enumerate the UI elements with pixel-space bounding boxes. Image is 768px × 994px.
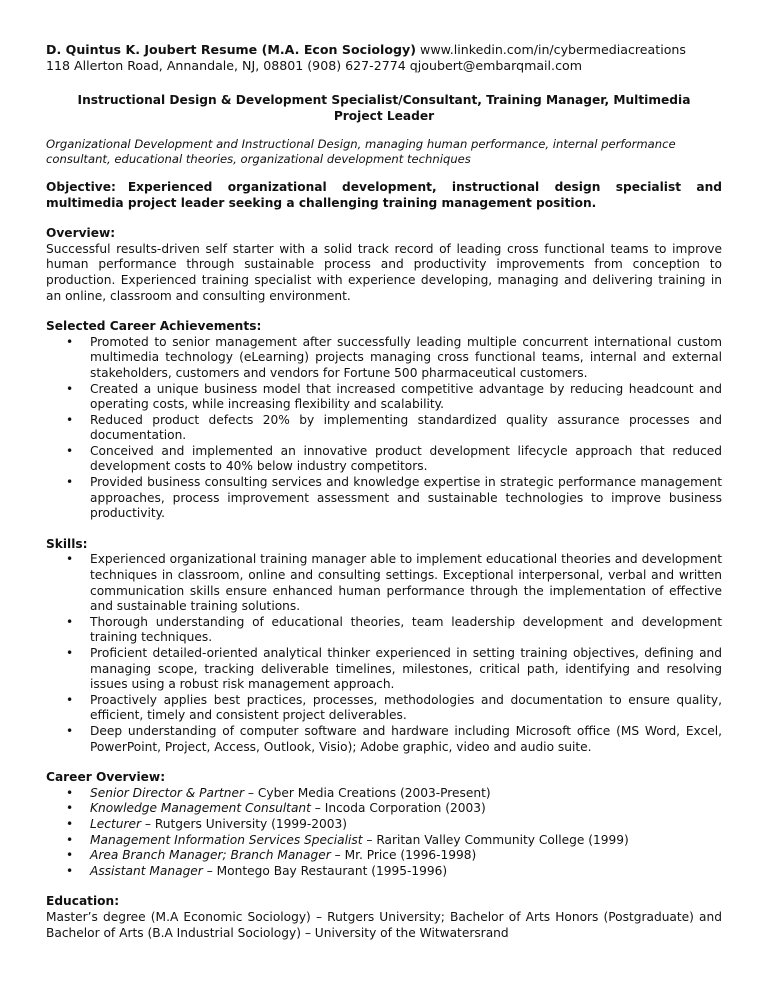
career-detail: – Incoda Corporation (2003) xyxy=(310,801,486,816)
list-item: • Conceived and implemented an innovative product development lifecycle approach that reduced development costs to 40% below industry competitors. xyxy=(46,444,722,475)
list-item: • Reduced product defects 20% by implementing standardized quality assurance processes and documentation. xyxy=(46,413,722,444)
career-role: Senior Director & Partner xyxy=(90,785,245,800)
list-item: • Proactively applies best practices, processes, methodologies and documentation to ensure quality, efficient, timely and consistent project deliverables. xyxy=(46,693,722,724)
resume-title: Instructional Design & Development Specialist/Consultant, Training Manager, Multimedia Project Leader xyxy=(77,93,691,123)
career-role: Management Information Services Specialist xyxy=(90,832,363,847)
objective-label: Objective: xyxy=(46,179,116,194)
career-detail: – Cyber Media Creations (2003-Present) xyxy=(244,785,491,800)
contact-line: 118 Allerton Road, Annandale, NJ, 08801 (908) 627-2774 qjoubert@embarqmail.com xyxy=(46,57,582,73)
skills-heading: Skills: xyxy=(46,536,88,551)
career-list xyxy=(46,786,722,880)
career-detail: – Mr. Price (1996-1998) xyxy=(330,848,477,863)
career-detail: – Raritan Valley Community College (1999) xyxy=(362,832,629,847)
resume-page xyxy=(46,42,722,941)
skills-list xyxy=(46,552,722,755)
list-item xyxy=(46,848,722,864)
list-item xyxy=(46,801,722,817)
overview-text: Successful results-driven self starter with a solid track record of leading cross functional teams to improve human performance through sustainable process and productivity improvements from conception to production. Experienced training specialist with experience developing, managing and delivering training in an online, classroom and consulting environment. xyxy=(46,241,722,303)
list-item: • Promoted to senior management after successfully leading multiple concurrent international custom multimedia technology (eLearning) projects managing cross functional teams, internal and external stakeholders, customers and vendors for Fortune 500 pharmaceutical customers. xyxy=(46,335,722,382)
career-detail: – Montego Bay Restaurant (1995-1996) xyxy=(202,863,448,878)
list-item: • Proficient detailed-oriented analytical thinker experienced in setting training objectives, defining and managing scope, tracking deliverable timelines, milestones, critical path, identifying and resolving issues using a robust risk management approach. xyxy=(46,646,722,693)
education-text: Master’s degree (M.A Economic Sociology) – Rutgers University; Bachelor of Arts Honors (Postgraduate) and Bachelor of Arts (B.A Industrial Sociology) – University of the Witwatersrand xyxy=(46,909,722,940)
list-item: • Provided business consulting services and knowledge expertise in strategic performance management approaches, process improvement assessment and sustainable technologies to improve business productivity. xyxy=(46,475,722,522)
list-item xyxy=(46,786,722,802)
list-item xyxy=(46,864,722,880)
list-item xyxy=(46,833,722,849)
objective-text: Experienced organizational development, instructional design specialist and multimedia project leader seeking a challenging training management position. xyxy=(46,179,722,210)
career-detail: – Rutgers University (1999-2003) xyxy=(141,816,348,831)
resume-subtitle: Organizational Development and Instructional Design, managing human performance, internal performance consultant, educational theories, organizational development techniques xyxy=(46,137,676,167)
overview-heading: Overview: xyxy=(46,226,116,241)
resume-header-line xyxy=(46,42,722,58)
achievements-list xyxy=(46,335,722,522)
career-role: Assistant Manager xyxy=(90,863,203,878)
list-item: • Deep understanding of computer software and hardware including Microsoft office (MS Word, Excel, PowerPoint, Project, Access, Outlook, Visio); Adobe graphic, video and audio suite. xyxy=(46,724,722,755)
education-heading: Education: xyxy=(46,894,120,909)
list-item: • Created a unique business model that increased competitive advantage by reducing headcount and operating costs, while increasing flexibility and scalability. xyxy=(46,382,722,413)
career-role: Lecturer xyxy=(90,816,142,831)
objective-section xyxy=(46,180,722,211)
list-item: • Experienced organizational training manager able to implement educational theories and development techniques in classroom, online and consulting settings. Exceptional interpersonal, verbal and written communication skills ensure enhanced human performance through the implementation of effective and sustainable training solutions. xyxy=(46,552,722,614)
list-item: • Thorough understanding of educational theories, team leadership development and development training techniques. xyxy=(46,615,722,646)
achievements-heading: Selected Career Achievements: xyxy=(46,319,262,334)
list-item xyxy=(46,817,722,833)
linkedin-link[interactable]: www.linkedin.com/in/cybermediacreations xyxy=(420,42,686,57)
resume-name: D. Quintus K. Joubert Resume (M.A. Econ Sociology) xyxy=(46,42,416,57)
career-role: Knowledge Management Consultant xyxy=(90,801,311,816)
career-role: Area Branch Manager; Branch Manager xyxy=(90,848,331,863)
career-heading: Career Overview: xyxy=(46,770,166,785)
